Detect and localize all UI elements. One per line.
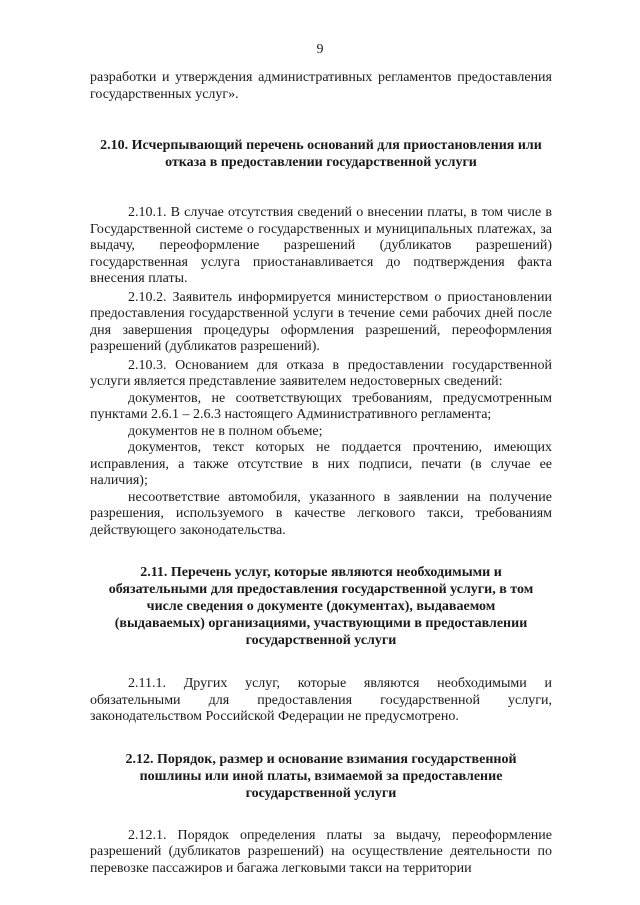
paragraph-2-10-1: 2.10.1. В случае отсутствия сведений о внесении платы, в том числе в Государственной системе о государственных и муниципальных платежах, за выдачу, переоформление разрешений (дубликатов разрешений) государственная услуга приостанавливается до подтверждения факта внесения платы. <box>90 205 552 286</box>
document-body <box>90 70 552 877</box>
list-item: несоответствие автомобиля, указанного в заявлении на получение разрешения, используемого в качестве легкового такси, требованиям действующего законодательства. <box>90 489 552 538</box>
list-item: документов, текст которых не поддается прочтению, имеющих исправления, а также отсутствие в них подписи, печати (в случае ее наличия); <box>90 440 552 488</box>
intro-paragraph: разработки и утверждения административных регламентов предоставления государственных услуг». <box>90 70 552 102</box>
section-2-11-title: 2.11. Перечень услуг, которые являются необходимыми и обязательными для предоставления государственной услуги, в том числе сведения о документе (документах), выдаваемом (выдаваемых) организациями, участвующими в предоставлении государственной услуги <box>108 565 534 648</box>
section-2-12-title: 2.12. Порядок, размер и основание взимания государственной пошлины или иной платы, взимаемой за предоставление государственной услуги <box>125 751 517 801</box>
paragraph-2-10-3: 2.10.3. Основанием для отказа в предоставлении государственной услуги является представление заявителем недостоверных сведений: <box>90 357 552 389</box>
list-item: документов, не соответствующих требованиям, предусмотренным пунктами 2.6.1 – 2.6.3 настоящего Административного регламента; <box>90 390 552 422</box>
page-number: 9 <box>316 42 324 57</box>
section-2-10-title: 2.10. Исчерпывающий перечень оснований для приостановления или отказа в предоставлении государственной услуги <box>100 138 542 170</box>
list-item: документов не в полном объеме; <box>128 423 323 439</box>
paragraph-2-12-1: 2.12.1. Порядок определения платы за выдачу, переоформление разрешений (дубликатов разрешений) на осуществление деятельности по перевозке пассажиров и багажа легковыми такси на территории <box>90 827 552 876</box>
paragraph-2-11-1: 2.11.1. Других услуг, которые являются необходимыми и обязательными для предоставления государственной услуги, законодательством Российской Федерации не предусмотрено. <box>90 676 552 724</box>
paragraph-2-10-2: 2.10.2. Заявитель информируется министерством о приостановлении предоставления государственной услуги в течение семи рабочих дней после дня завершения процедуры оформления разрешений, переоформления разрешений (дубликатов разрешений). <box>90 289 552 354</box>
